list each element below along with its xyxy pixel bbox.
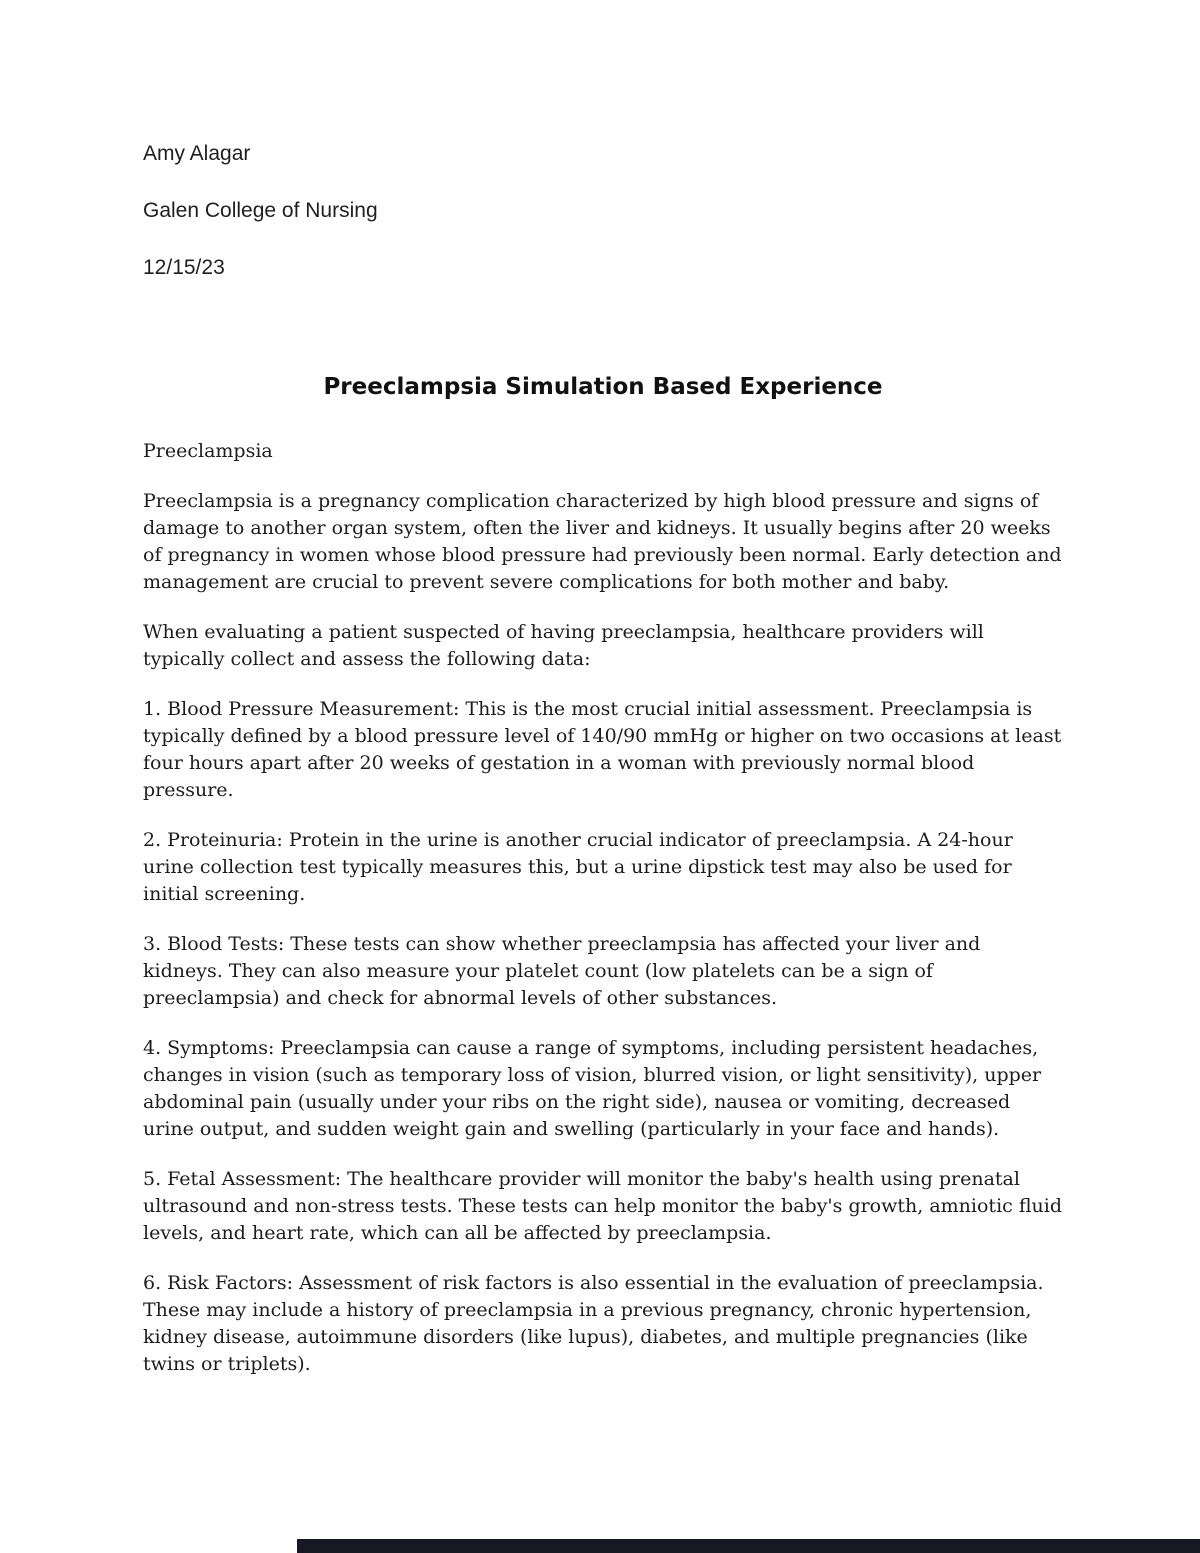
paragraph-intro: Preeclampsia is a pregnancy complication characterized by high blood pressure and signs of damage to another organ system, often the liver and kidneys. It usually begins after 20 weeks of pregnancy in women whose blood pressure had previously been normal. Early detection and management are crucial to prevent severe complications for both mother and baby.	[143, 490, 1062, 593]
paragraph-item-blood-tests: 3. Blood Tests: These tests can show whether preeclampsia has affected your liver and kidneys. They can also measure your platelet count (low platelets can be a sign of preeclampsia) and check for abnormal levels of other substances.	[143, 933, 981, 1009]
document-title: Preeclampsia Simulation Based Experience	[323, 374, 883, 400]
institution-name: Galen College of Nursing	[143, 199, 378, 222]
paragraph-item-fetal-assessment: 5. Fetal Assessment: The healthcare provider will monitor the baby's health using prenatal ultrasound and non-stress tests. These tests can help monitor the baby's growth, amniotic fluid levels, and heart rate, which can all be affected by preeclampsia.	[143, 1168, 1062, 1244]
paragraph-item-proteinuria: 2. Proteinuria: Protein in the urine is another crucial indicator of preeclampsia. A 24-hour urine collection test typically measures this, but a urine dipstick test may also be used for initial screening.	[143, 829, 1013, 905]
paragraph-evaluation-lead: When evaluating a patient suspected of having preeclampsia, healthcare providers will typically collect and assess the following data:	[143, 621, 984, 670]
paragraph-item-risk-factors: 6. Risk Factors: Assessment of risk factors is also essential in the evaluation of preeclampsia. These may include a history of preeclampsia in a previous pregnancy, chronic hypertension, kidney disease, autoimmune disorders (like lupus), diabetes, and multiple pregnancies (like twins or triplets).	[143, 1272, 1044, 1375]
author-name: Amy Alagar	[143, 142, 251, 165]
section-heading: Preeclampsia	[143, 440, 273, 462]
document-date: 12/15/23	[143, 256, 225, 279]
document-header	[143, 143, 1063, 278]
paragraph-item-blood-pressure: 1. Blood Pressure Measurement: This is the most crucial initial assessment. Preeclampsia is typically defined by a blood pressure level of 140/90 mmHg or higher on two occasions at least four hours apart after 20 weeks of gestation in a woman with previously normal blood pressure.	[143, 698, 1062, 801]
paragraph-item-symptoms: 4. Symptoms: Preeclampsia can cause a range of symptoms, including persistent headaches, changes in vision (such as temporary loss of vision, blurred vision, or light sensitivity), upper abdominal pain (usually under your ribs on the right side), nausea or vomiting, decreased urine output, and sudden weight gain and swelling (particularly in your face and hands).	[143, 1037, 1042, 1140]
bottom-taskbar	[297, 1539, 1200, 1553]
